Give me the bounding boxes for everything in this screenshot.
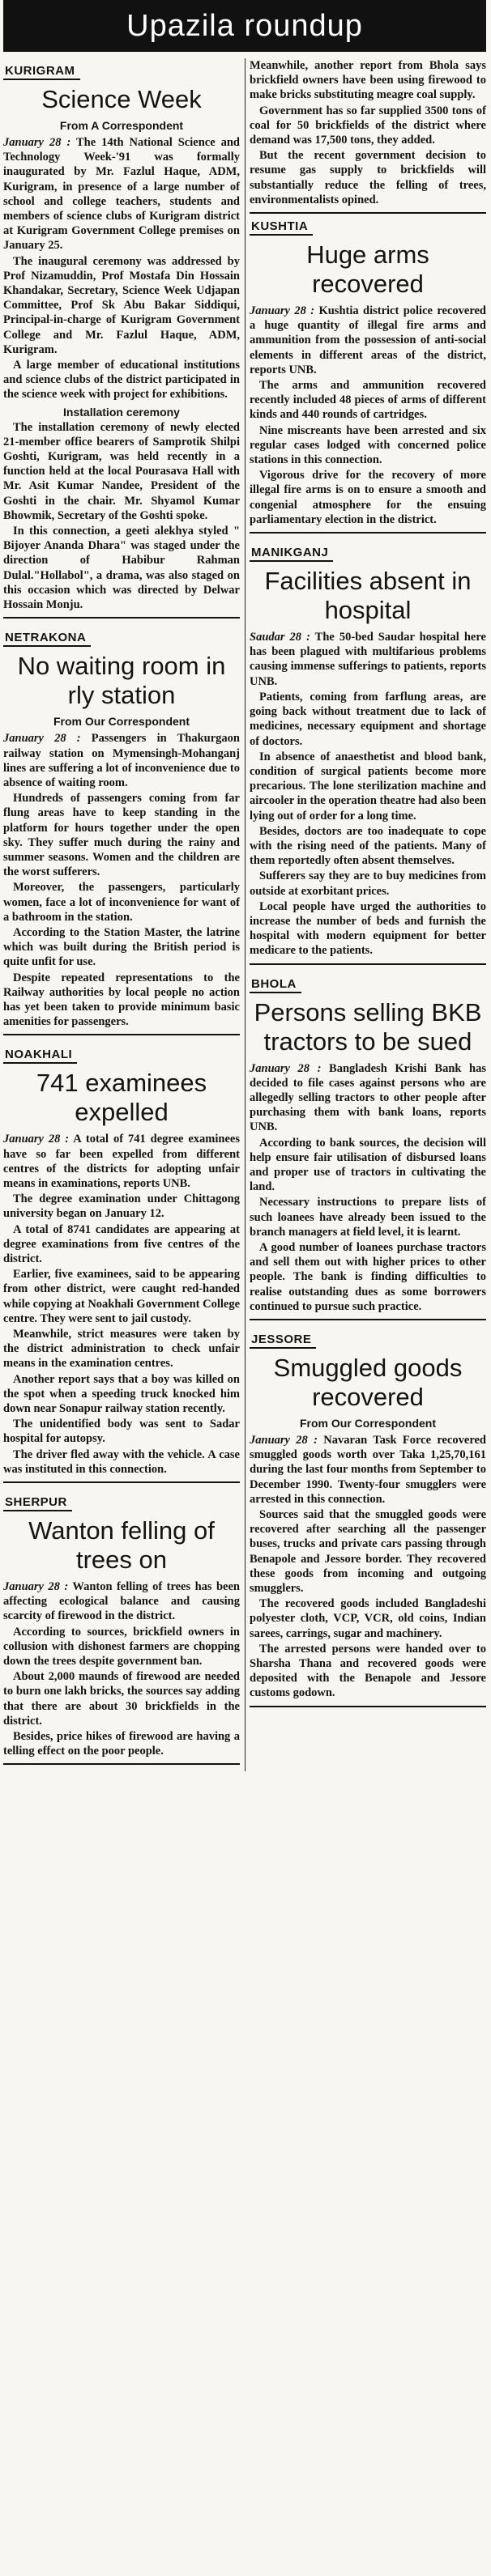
story-headline: Persons selling BKB tractors to be sued: [254, 997, 482, 1056]
story-paragraph: The arms and ammunition recovered recently included 48 pieces of arms of different kinds and 440 rounds of cartridges.: [250, 379, 486, 422]
story-divider: [3, 1763, 240, 1765]
story-headline: Facilities absent in hospital: [264, 567, 472, 625]
story-paragraph: The degree examination under Chittagong university began on January 12.: [3, 1192, 240, 1221]
news-story: [250, 540, 486, 964]
news-story: [3, 625, 240, 1035]
story-paragraph: Moreover, the passengers, particularly women, face a lot of inconvenience for want of a bathroom in the station.: [3, 881, 240, 924]
story-headline: Smuggled goods recovered: [273, 1354, 463, 1411]
district-label: NETRAKONA: [3, 630, 91, 647]
story-dateline: January 28 :: [3, 136, 71, 149]
news-story: [250, 214, 486, 533]
district-label: JESSORE: [250, 1332, 316, 1349]
story-paragraph: The inaugural ceremony was addressed by Prof Nizamuddin, Prof Mostafa Din Hossain Khandakar, Secretary, Science Week Udjapan Committee, Prof Sk Abu Bakar Siddiqui, Principal-in-charge of Kurigram Government College and Mr. Fazlul Haque, ADM, Kurigram.: [3, 254, 240, 356]
story-paragraph: Necessary instructions to prepare lists of such loanees have already been issued to the branch managers at field level, it is learnt.: [250, 1196, 486, 1239]
story-paragraph: A large member of educational institutions and science clubs of the district participated in the science week with project for exhibitions.: [3, 359, 240, 402]
story-paragraph: Hundreds of passengers coming from far flung areas have to keep standing in the platform for hours together under the open sky. They suffer much during the rainy and summer seasons. Women and the children are the worst sufferers.: [3, 792, 240, 879]
paragraph-text: Bangladesh Krishi Bank has decided to file cases against persons who are allegedly selling tractors to other people after purchasing them with bank loans, reports UNB.: [250, 1061, 486, 1134]
story-paragraph: In absence of anaesthetist and blood bank, condition of surgical patients become more precarious. The lone sterilization machine and aircooler in the operation theatre had also been lying out of order for a long time.: [250, 750, 486, 823]
district-label: MANIKGANJ: [250, 545, 333, 562]
story-subhead: Installation ceremony: [63, 405, 180, 419]
story-paragraph: Earlier, five examinees, said to be appearing from other district, were caught red-handed while copying at Noakhali Government College centre. They were sent to jail custody.: [3, 1268, 241, 1325]
story-paragraph: Vigorous drive for the recovery of more illegal fire arms is on to ensure a smooth and congenial atmosphere for the ensuing parliamentary election in the district.: [250, 469, 486, 526]
story-byline: From Our Correspondent: [53, 715, 190, 729]
story-paragraph: A good number of loanees purchase tractors and sell them out with higher prices to other people. The bank is finding difficulties to realise outstanding dues as some borrowers continued to pursue such practice.: [250, 1240, 486, 1313]
story-paragraph: The driver fled away with the vehicle. A case was instituted in this connection.: [3, 1447, 240, 1476]
story-paragraph: A total of 8741 candidates are appearing at degree examinations from five centres of the district.: [3, 1222, 240, 1265]
story-byline: From A Correspondent: [59, 119, 184, 132]
story-dateline: January 28 :: [3, 1133, 70, 1146]
story-paragraph: According to sources, brickfield owners in collusion with dishonest farmers are chopping down the trees despite government ban.: [3, 1625, 240, 1668]
continued-story: [250, 58, 486, 214]
left-column: [3, 58, 246, 1771]
news-story: [3, 1490, 240, 1765]
story-paragraph: The recovered goods included Bangladeshi polyester cloth, VCP, VCR, old coins, Indian sarees, carrings, sugar and machinery.: [250, 1597, 486, 1640]
story-headline: Huge arms recovered: [306, 240, 429, 299]
story-paragraph: According to bank sources, the decision will help ensure fair utilisation of disbursed loans and proper use of tractors in cultivating the land.: [250, 1136, 486, 1194]
story-paragraph: Local people have urged the authorities to increase the number of beds and furnish the hospital with modern equipment for better medicare to the patients.: [250, 899, 486, 958]
story-paragraph: [3, 731, 240, 790]
story-divider: [250, 1319, 486, 1320]
story-paragraph: Sources said that the smuggled goods were recovered after searching all the passenger buses, trucks and private cars passing through Benapole and Jessore border. They recovered these goods from incoming and outgoing smugglers.: [250, 1508, 486, 1596]
story-paragraph: Despite repeated representations to the Railway authorities by local people no action has yet been taken to provide minimum basic amenities for passengers.: [3, 971, 240, 1029]
story-paragraph: [3, 1579, 240, 1624]
story-paragraph: The unidentified body was sent to Sadar hospital for autopsy.: [3, 1418, 240, 1446]
story-divider: [250, 1706, 486, 1707]
paragraph-text: A total of 741 degree examinees have so far been expelled from different centres of the districts for adopting unfair means in examinations, reports UNB.: [3, 1133, 240, 1190]
paragraph-text: Kushtia district police recovered a huge quantity of illegal fire arms and ammunition from the possession of anti-social elements in different areas of the district, reports UNB.: [250, 304, 486, 376]
story-paragraph: Meanwhile, strict measures were taken by the district administration to check unfair means in the examination centres.: [3, 1328, 240, 1371]
story-dateline: January 28 :: [250, 1061, 322, 1075]
story-divider: [250, 963, 486, 965]
story-paragraph: [250, 304, 486, 377]
paragraph-text: Passengers in Thakurgaon railway station on Mymensingh-Mohanganj lines are suffering a lot of inconvenience due to absence of waiting room.: [3, 732, 240, 789]
story-dateline: January 28 :: [250, 304, 315, 318]
story-dateline: January 28 :: [250, 1434, 318, 1447]
story-paragraph: Besides, doctors are too inadequate to cope with the rising need of the patients. Many of them reportedly often absent themselves.: [250, 824, 486, 868]
paragraph-text: Wanton felling of trees has been affecting ecological balance and causing scarcity of firewood in the district.: [3, 1580, 240, 1623]
story-byline: From Our Correspondent: [299, 1417, 436, 1430]
banner-title: Upazila roundup: [126, 8, 363, 43]
story-paragraph: But the recent government decision to resume gas supply to brickfields will substantially reduce the felling of trees, environmentalists opined.: [250, 149, 486, 206]
story-headline: Wanton felling of trees on: [28, 1516, 215, 1575]
story-paragraph: Nine miscreants have been arrested and six regular cases lodged with concerned police stations in this connection.: [250, 423, 486, 467]
paragraph-text: The 50-bed Saudar hospital here has been plagued with multifarious problems causing immense sufferings to patients, reports UNB.: [250, 631, 486, 688]
story-divider: [250, 532, 486, 533]
news-story: [3, 58, 240, 618]
story-paragraph: [250, 1061, 486, 1135]
story-divider: [3, 1481, 240, 1483]
story-divider: [3, 1034, 240, 1035]
district-label: NOAKHALI: [3, 1047, 77, 1064]
story-paragraph: The installation ceremony of newly elected 21-member office bearers of Samprotik Shilpi Goshti, Kurigram, was held recently in a function held at the local Pourasava Hall with Mr. Asit Kumar Nandee, President of the Goshti in the chair. Mr. Shyamol Kumar Bhowmik, Secretary of the Goshti spoke.: [3, 420, 240, 522]
story-headline: No waiting room in rly station: [17, 652, 226, 710]
paragraph-text: Navaran Task Force recovered smuggled goods worth over Taka 1,25,70,161 during the last four months from September to December 1990. Twenty-four smugglers were arrested in this connection.: [250, 1434, 486, 1506]
story-paragraph: About 2,000 maunds of firewood are needed to burn one lakh bricks, the sources say adding that there are about 30 brickfields in the district.: [3, 1670, 240, 1728]
news-story: [3, 1042, 240, 1483]
district-label: BHOLA: [250, 976, 301, 993]
story-headline: 741 examinees expelled: [36, 1069, 207, 1127]
story-dateline: Saudar 28 :: [250, 631, 310, 644]
story-divider: [3, 617, 240, 618]
story-paragraph: Another report says that a boy was killed on the spot when a speeding truck knocked him down near Sonapur railway station recently.: [3, 1372, 240, 1416]
story-paragraph: [250, 630, 486, 689]
story-paragraph: Patients, coming from farflung areas, are going back without treatment due to lack of medicines, necessary equipment and shortage of doctors.: [250, 690, 486, 748]
news-story: [250, 971, 486, 1320]
story-paragraph: [250, 1433, 486, 1507]
district-label: KURIGRAM: [3, 63, 80, 80]
story-paragraph: [3, 1132, 240, 1191]
story-paragraph: According to the Station Master, the latrine which was built during the British period is quite unfit for use.: [3, 925, 240, 969]
story-paragraph: [3, 135, 240, 253]
news-story: [250, 1327, 486, 1707]
story-paragraph: Sufferers say they are to buy medicines from outside at exorbitant prices.: [250, 869, 486, 898]
story-paragraph: Besides, price hikes of firewood are having a telling effect on the poor people.: [3, 1730, 240, 1758]
story-paragraph: Meanwhile, another report from Bhola says brickfield owners have been using firewood to make bricks substituting meagre coal supply.: [250, 59, 486, 102]
district-label: SHERPUR: [3, 1494, 72, 1511]
story-headline: Science Week: [41, 85, 202, 113]
story-paragraph: In this connection, a geeti alekhya styled " Bijoyer Ananda Dhara" was staged under the direction of Habibur Rahman Dulal."Hollabol", a drama, was also staged on this occasion which was directed by Delwar Hossain Monju.: [3, 525, 240, 612]
story-paragraph: Government has so far supplied 3500 tons of coal for 50 brickfields of the district where demand was 17,500 tons, they added.: [250, 104, 486, 147]
story-dateline: January 28 :: [3, 1580, 69, 1594]
story-paragraph: The arrested persons were handed over to Sharsha Thana and recovered goods were deposited with the Benapole and Jessore customs godown.: [250, 1642, 486, 1700]
paragraph-text: The 14th National Science and Technology Week-'91 was formally inaugurated by Mr. Fazlul Haque, ADM, Kurigram, in presence of a large number of school and college teachers, students and members of science clubs of Kurigram district at Kurigram Government College premises on January 25.: [3, 136, 240, 253]
district-label: KUSHTIA: [250, 219, 313, 236]
columns: [3, 58, 486, 1771]
right-column: [248, 58, 486, 1771]
section-banner: [3, 0, 486, 52]
story-dateline: January 28 :: [3, 732, 81, 746]
